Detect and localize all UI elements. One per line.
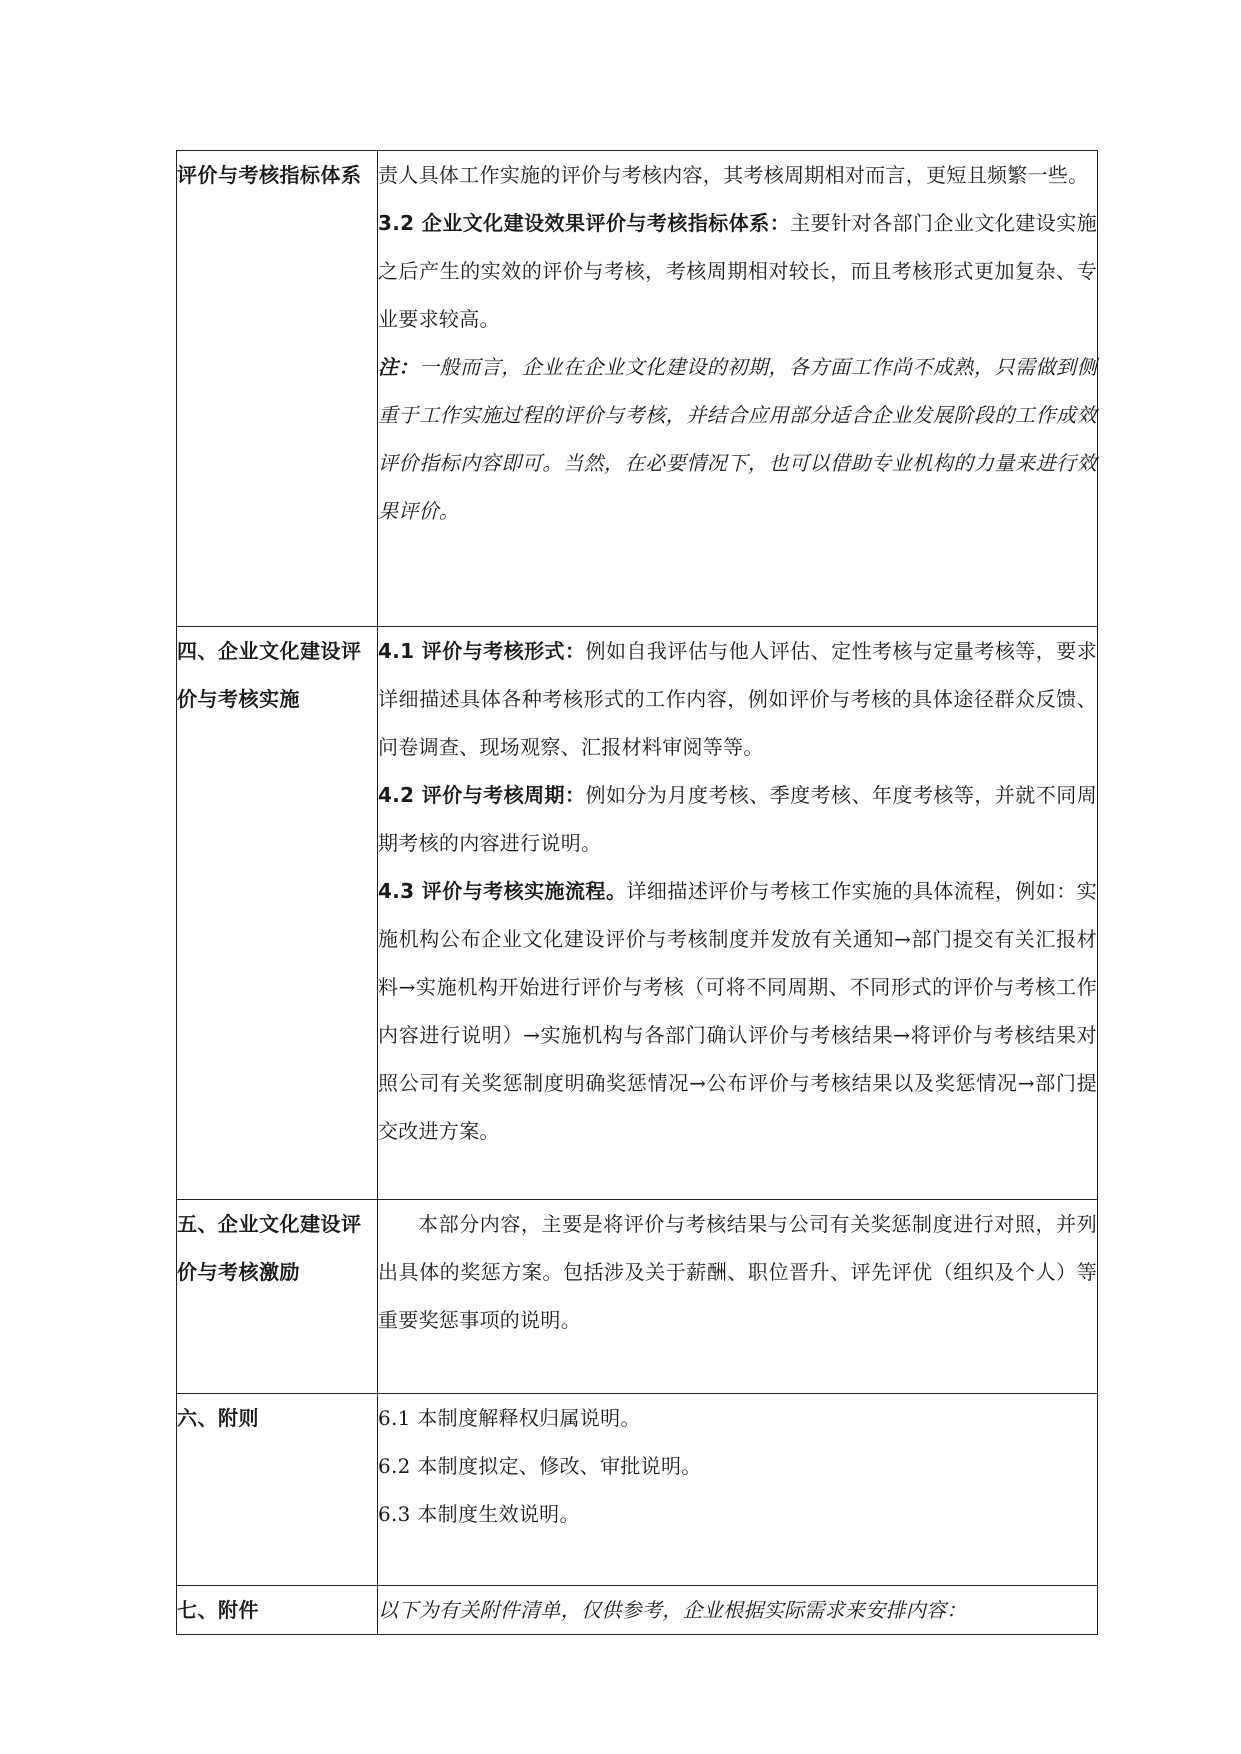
paragraph: 6.2 本制度拟定、修改、审批说明。	[378, 1454, 702, 1478]
paragraph: 3.2 企业文化建设效果评价与考核指标体系：主要针对各部门企业文化建设实施之后产生的实效的评价与考核，考核周期相对较长，而且考核形式更加复杂、专业要求较高。	[378, 211, 1098, 331]
note-paragraph: 注：一般而言，企业在企业文化建设的初期，各方面工作尚不成熟，只需做到侧重于工作实施过程的评价与考核，并结合应用部分适合企业发展阶段的工作成效评价指标内容即可。当然，在必要情况下，也可以借助专业机构的力量来进行效果评价。	[378, 355, 1097, 523]
row-label: 评价与考核指标体系	[177, 163, 362, 187]
row-label: 七、附件	[177, 1598, 259, 1622]
row-label: 六、附则	[177, 1406, 259, 1430]
table-row	[177, 1394, 1098, 1586]
row-content-cell	[378, 151, 1098, 627]
row-label: 四、企业文化建设评价与考核实施	[177, 639, 362, 711]
table-row	[177, 627, 1098, 1200]
row-label: 五、企业文化建设评价与考核激励	[177, 1212, 362, 1284]
table-row	[177, 151, 1098, 627]
paragraph: 责人具体工作实施的评价与考核内容，其考核周期相对而言，更短且频繁一些。	[378, 163, 1089, 187]
paragraph-lead: 4.3 评价与考核实施流程。	[378, 879, 627, 903]
paragraph: 6.3 本制度生效说明。	[378, 1502, 580, 1526]
paragraph: 4.1 评价与考核形式：例如自我评估与他人评估、定性考核与定量考核等，要求详细描述具体各种考核形式的工作内容，例如评价与考核的具体途径群众反馈、问卷调查、现场观察、汇报材料审阅等等。	[378, 639, 1097, 759]
table-row	[177, 1586, 1098, 1635]
row-label-cell	[177, 1200, 378, 1394]
paragraph-lead: 4.1 评价与考核形式：	[378, 639, 586, 663]
paragraph-lead: 4.2 评价与考核周期：	[378, 783, 586, 807]
paragraph: 6.1 本制度解释权归属说明。	[378, 1406, 641, 1430]
paragraph: 4.2 评价与考核周期：例如分为月度考核、季度考核、年度考核等，并就不同周期考核的内容进行说明。	[378, 783, 1097, 855]
row-label-cell	[177, 1394, 378, 1586]
row-content-cell	[378, 1394, 1098, 1586]
table-row	[177, 1200, 1098, 1394]
row-content-cell	[378, 1200, 1098, 1394]
document-table	[176, 150, 1098, 1635]
paragraph: 4.3 评价与考核实施流程。详细描述评价与考核工作实施的具体流程，例如：实施机构公布企业文化建设评价与考核制度并发放有关通知→部门提交有关汇报材料→实施机构开始进行评价与考核（可将不同周期、不同形式的评价与考核工作内容进行说明）→实施机构与各部门确认评价与考核结果→将评价与考核结果对照公司有关奖惩制度明确奖惩情况→公布评价与考核结果以及奖惩情况→部门提交改进方案。	[378, 879, 1098, 1143]
paragraph: 以下为有关附件清单，仅供参考，企业根据实际需求来安排内容：	[378, 1598, 967, 1622]
row-content-cell	[378, 1586, 1098, 1635]
paragraph-lead: 3.2 企业文化建设效果评价与考核指标体系：	[378, 211, 791, 235]
row-content-cell	[378, 627, 1098, 1200]
note-lead: 注：	[378, 355, 420, 379]
row-label-cell	[177, 1586, 378, 1635]
row-label-cell	[177, 151, 378, 627]
row-label-cell	[177, 627, 378, 1200]
paragraph: 本部分内容，主要是将评价与考核结果与公司有关奖惩制度进行对照，并列出具体的奖惩方案。包括涉及关于薪酬、职位晋升、评先评优（组织及个人）等重要奖惩事项的说明。	[378, 1212, 1097, 1332]
